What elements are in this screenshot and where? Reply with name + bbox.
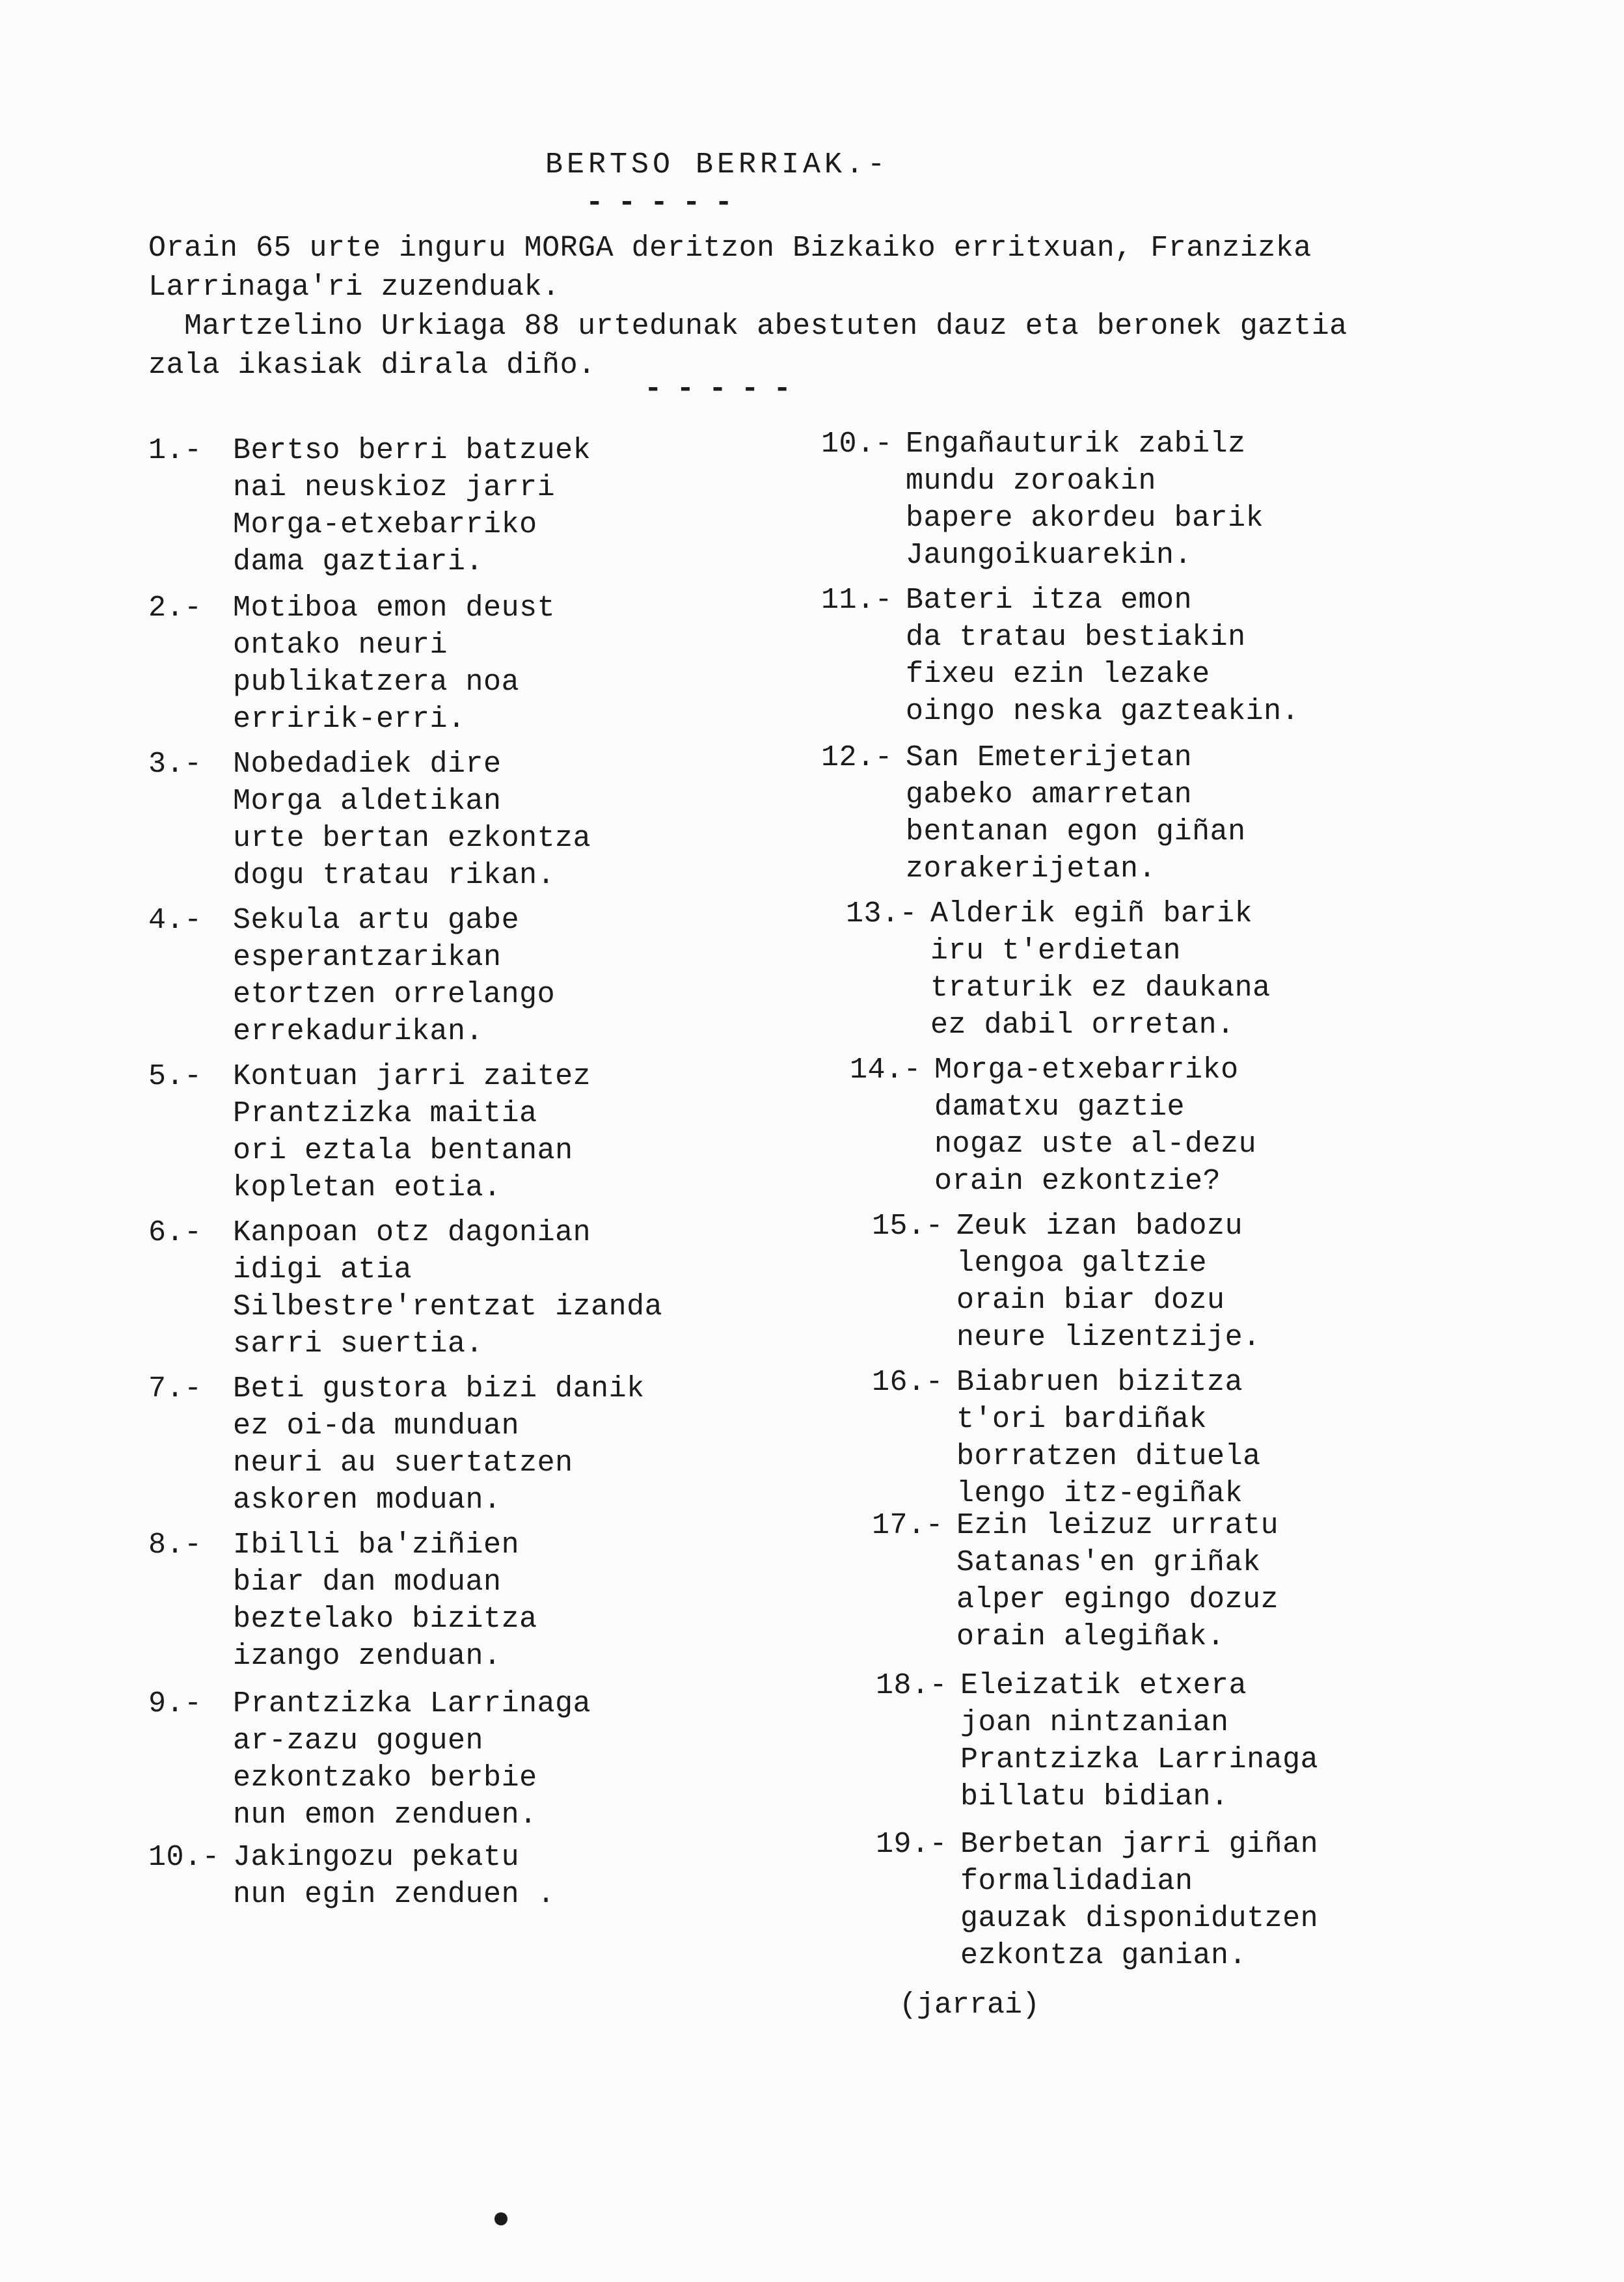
verse-line: joan nintzanian xyxy=(960,1706,1229,1739)
verse-line: Kanpoan otz dagonian xyxy=(233,1216,591,1249)
verse-line: publikatzera noa xyxy=(233,666,520,699)
verse-line: alper egingo dozuz xyxy=(956,1583,1279,1616)
section-divider: ----- xyxy=(644,372,806,406)
verse-line: San Emeterijetan xyxy=(906,741,1193,774)
verse-line: damatxu gaztie xyxy=(934,1091,1185,1124)
verse-line: sarri suertia. xyxy=(233,1327,484,1361)
stanza xyxy=(148,1839,555,1913)
verse-line: Prantzizka Larrinaga xyxy=(233,1687,591,1720)
stanza xyxy=(876,1667,1318,1815)
verse-line: orain alegiñak. xyxy=(956,1620,1225,1653)
verse-line: ez dabil orretan. xyxy=(930,1009,1235,1042)
page-title: BERTSO BERRIAK.- xyxy=(545,148,889,182)
verse-line: bapere akordeu barik xyxy=(906,502,1264,535)
verse-line: Bateri itza emon xyxy=(906,584,1193,617)
verse-line: billatu bidian. xyxy=(960,1780,1229,1813)
verse-line: Jakingozu pekatu xyxy=(233,1841,520,1874)
stanza-number: 1.- xyxy=(148,434,202,467)
verse-line: izango zenduan. xyxy=(233,1640,502,1673)
verse-line: nai neuskioz jarri xyxy=(233,471,556,504)
stanza xyxy=(846,895,1271,1044)
verse-line: mundu zoroakin xyxy=(906,465,1157,498)
continued-note: (jarrai) xyxy=(899,1989,1040,2022)
verse-line: Beti gustora bizi danik xyxy=(233,1372,645,1406)
verse-line: nun egin zenduen . xyxy=(233,1878,556,1911)
verse-line: t'ori bardiñak xyxy=(956,1403,1208,1436)
verse-line: neure lizentzije. xyxy=(956,1321,1261,1354)
title-divider: ----- xyxy=(586,186,748,220)
verse-line: idigi atia xyxy=(233,1253,413,1286)
verse-line: ez oi-da munduan xyxy=(233,1409,520,1443)
verse-line: ar-zazu goguen xyxy=(233,1724,484,1758)
stanza-number: 6.- xyxy=(148,1216,202,1249)
verse-line: Biabruen bizitza xyxy=(956,1366,1243,1399)
stanza-number: 10.- xyxy=(148,1841,221,1874)
verse-line: Satanas'en griñak xyxy=(956,1546,1261,1579)
verse-line: oingo neska gazteakin. xyxy=(906,695,1300,728)
stanza xyxy=(148,1685,591,1834)
stanza xyxy=(148,590,555,738)
verse-line: Zeuk izan badozu xyxy=(956,1210,1243,1243)
verse-line: Bertso berri batzuek xyxy=(233,434,591,467)
verse-line: formalidadian xyxy=(960,1865,1193,1898)
stanza-number: 4.- xyxy=(148,904,202,937)
verse-line: esperantzarikan xyxy=(233,941,502,974)
verse-line: beztelako bizitza xyxy=(233,1603,537,1636)
verse-line: borratzen dituela xyxy=(956,1440,1261,1473)
intro-line: Larrinaga'ri zuzenduak. xyxy=(148,271,560,304)
verse-line: lengoa galtzie xyxy=(956,1247,1208,1280)
verse-line: Nobedadiek dire xyxy=(233,748,502,781)
stanza-number: 2.- xyxy=(148,591,202,625)
intro-paragraph xyxy=(148,229,1489,385)
intro-line: Orain 65 urte inguru MORGA deritzon Bizkaiko erritxuan, Franzizka xyxy=(148,232,1312,265)
stanza-number: 8.- xyxy=(148,1528,202,1562)
verse-line: Eleizatik etxera xyxy=(960,1669,1247,1702)
verse-line: gauzak disponidutzen xyxy=(960,1902,1319,1935)
stanza-number: 17.- xyxy=(872,1509,944,1542)
verse-line: orain ezkontzie? xyxy=(934,1165,1221,1198)
stanza-number: 14.- xyxy=(850,1053,922,1087)
stanza-number: 15.- xyxy=(872,1210,944,1243)
verse-line: nogaz uste al-dezu xyxy=(934,1128,1257,1161)
stanza xyxy=(850,1052,1256,1200)
verse-line: Sekula artu gabe xyxy=(233,904,520,937)
verse-line: Prantzizka maitia xyxy=(233,1097,537,1130)
verse-line: Alderik egiñ barik xyxy=(930,897,1253,930)
stanza-number: 11.- xyxy=(821,584,893,617)
stanza xyxy=(821,426,1264,574)
verse-line: fixeu ezin lezake xyxy=(906,658,1210,691)
stanza-number: 19.- xyxy=(876,1828,948,1861)
verse-line: ezkontzako berbie xyxy=(233,1761,537,1795)
verse-line: Motiboa emon deust xyxy=(233,591,556,625)
stanza xyxy=(872,1208,1261,1356)
stanza xyxy=(821,739,1246,888)
verse-line: lengo itz-egiñak xyxy=(956,1477,1243,1510)
verse-line: urte bertan ezkontza xyxy=(233,822,591,855)
verse-line: Morga aldetikan xyxy=(233,785,502,818)
stanza-number: 9.- xyxy=(148,1687,202,1720)
stanza-number: 12.- xyxy=(821,741,893,774)
verse-line: etortzen orrelango xyxy=(233,978,556,1011)
verse-line: bentanan egon giñan xyxy=(906,815,1246,849)
stanza xyxy=(872,1364,1261,1512)
stanza xyxy=(821,582,1299,730)
verse-line: Morga-etxebarriko xyxy=(233,508,537,541)
stanza xyxy=(148,1058,591,1206)
verse-line: dama gaztiari. xyxy=(233,545,484,578)
verse-line: Ibilli ba'ziñien xyxy=(233,1528,520,1562)
stanza xyxy=(148,902,555,1050)
verse-line: ezkontza ganian. xyxy=(960,1939,1247,1972)
verse-line: zorakerijetan. xyxy=(906,852,1157,886)
verse-line: Prantzizka Larrinaga xyxy=(960,1743,1319,1776)
ink-dot xyxy=(494,2212,508,2225)
verse-line: erririk-erri. xyxy=(233,703,466,736)
verse-line: biar dan moduan xyxy=(233,1566,502,1599)
verse-line: Silbestre'rentzat izanda xyxy=(233,1290,663,1324)
verse-line: da tratau bestiakin xyxy=(906,621,1246,654)
stanza-number: 18.- xyxy=(876,1669,948,1702)
stanza xyxy=(148,1214,662,1363)
stanza xyxy=(148,1527,537,1675)
verse-line: Jaungoikuarekin. xyxy=(906,539,1193,572)
verse-line: Engañauturik zabilz xyxy=(906,428,1246,461)
verse-line: Ezin leizuz urratu xyxy=(956,1509,1279,1542)
stanza xyxy=(872,1507,1279,1655)
verse-line: ori eztala bentanan xyxy=(233,1134,573,1167)
verse-line: traturik ez daukana xyxy=(930,971,1271,1005)
verse-line: Morga-etxebarriko xyxy=(934,1053,1239,1087)
verse-line: iru t'erdietan xyxy=(930,934,1182,968)
stanza xyxy=(148,1370,645,1519)
verse-line: orain biar dozu xyxy=(956,1284,1225,1317)
stanza xyxy=(148,432,591,580)
verse-line: gabeko amarretan xyxy=(906,778,1193,811)
verse-line: nun emon zenduen. xyxy=(233,1799,537,1832)
stanza-number: 16.- xyxy=(872,1366,944,1399)
stanza-number: 3.- xyxy=(148,748,202,781)
intro-line: zala ikasiak dirala diño. xyxy=(148,349,596,382)
verse-line: askoren moduan. xyxy=(233,1484,502,1517)
stanza xyxy=(148,746,591,894)
verse-line: kopletan eotia. xyxy=(233,1171,502,1204)
verse-line: Kontuan jarri zaitez xyxy=(233,1060,591,1093)
verse-line: dogu tratau rikan. xyxy=(233,859,556,892)
verse-line: neuri au suertatzen xyxy=(233,1447,573,1480)
stanza-number: 13.- xyxy=(846,897,918,930)
intro-line: Martzelino Urkiaga 88 urtedunak abestuten dauz eta beronek gaztia xyxy=(148,310,1347,343)
stanza-number: 5.- xyxy=(148,1060,202,1093)
stanza-number: 10.- xyxy=(821,428,893,461)
verse-line: Berbetan jarri giñan xyxy=(960,1828,1319,1861)
stanza-number: 7.- xyxy=(148,1372,202,1406)
verse-line: errekadurikan. xyxy=(233,1015,484,1048)
stanza xyxy=(876,1826,1318,1974)
verse-line: ontako neuri xyxy=(233,629,448,662)
